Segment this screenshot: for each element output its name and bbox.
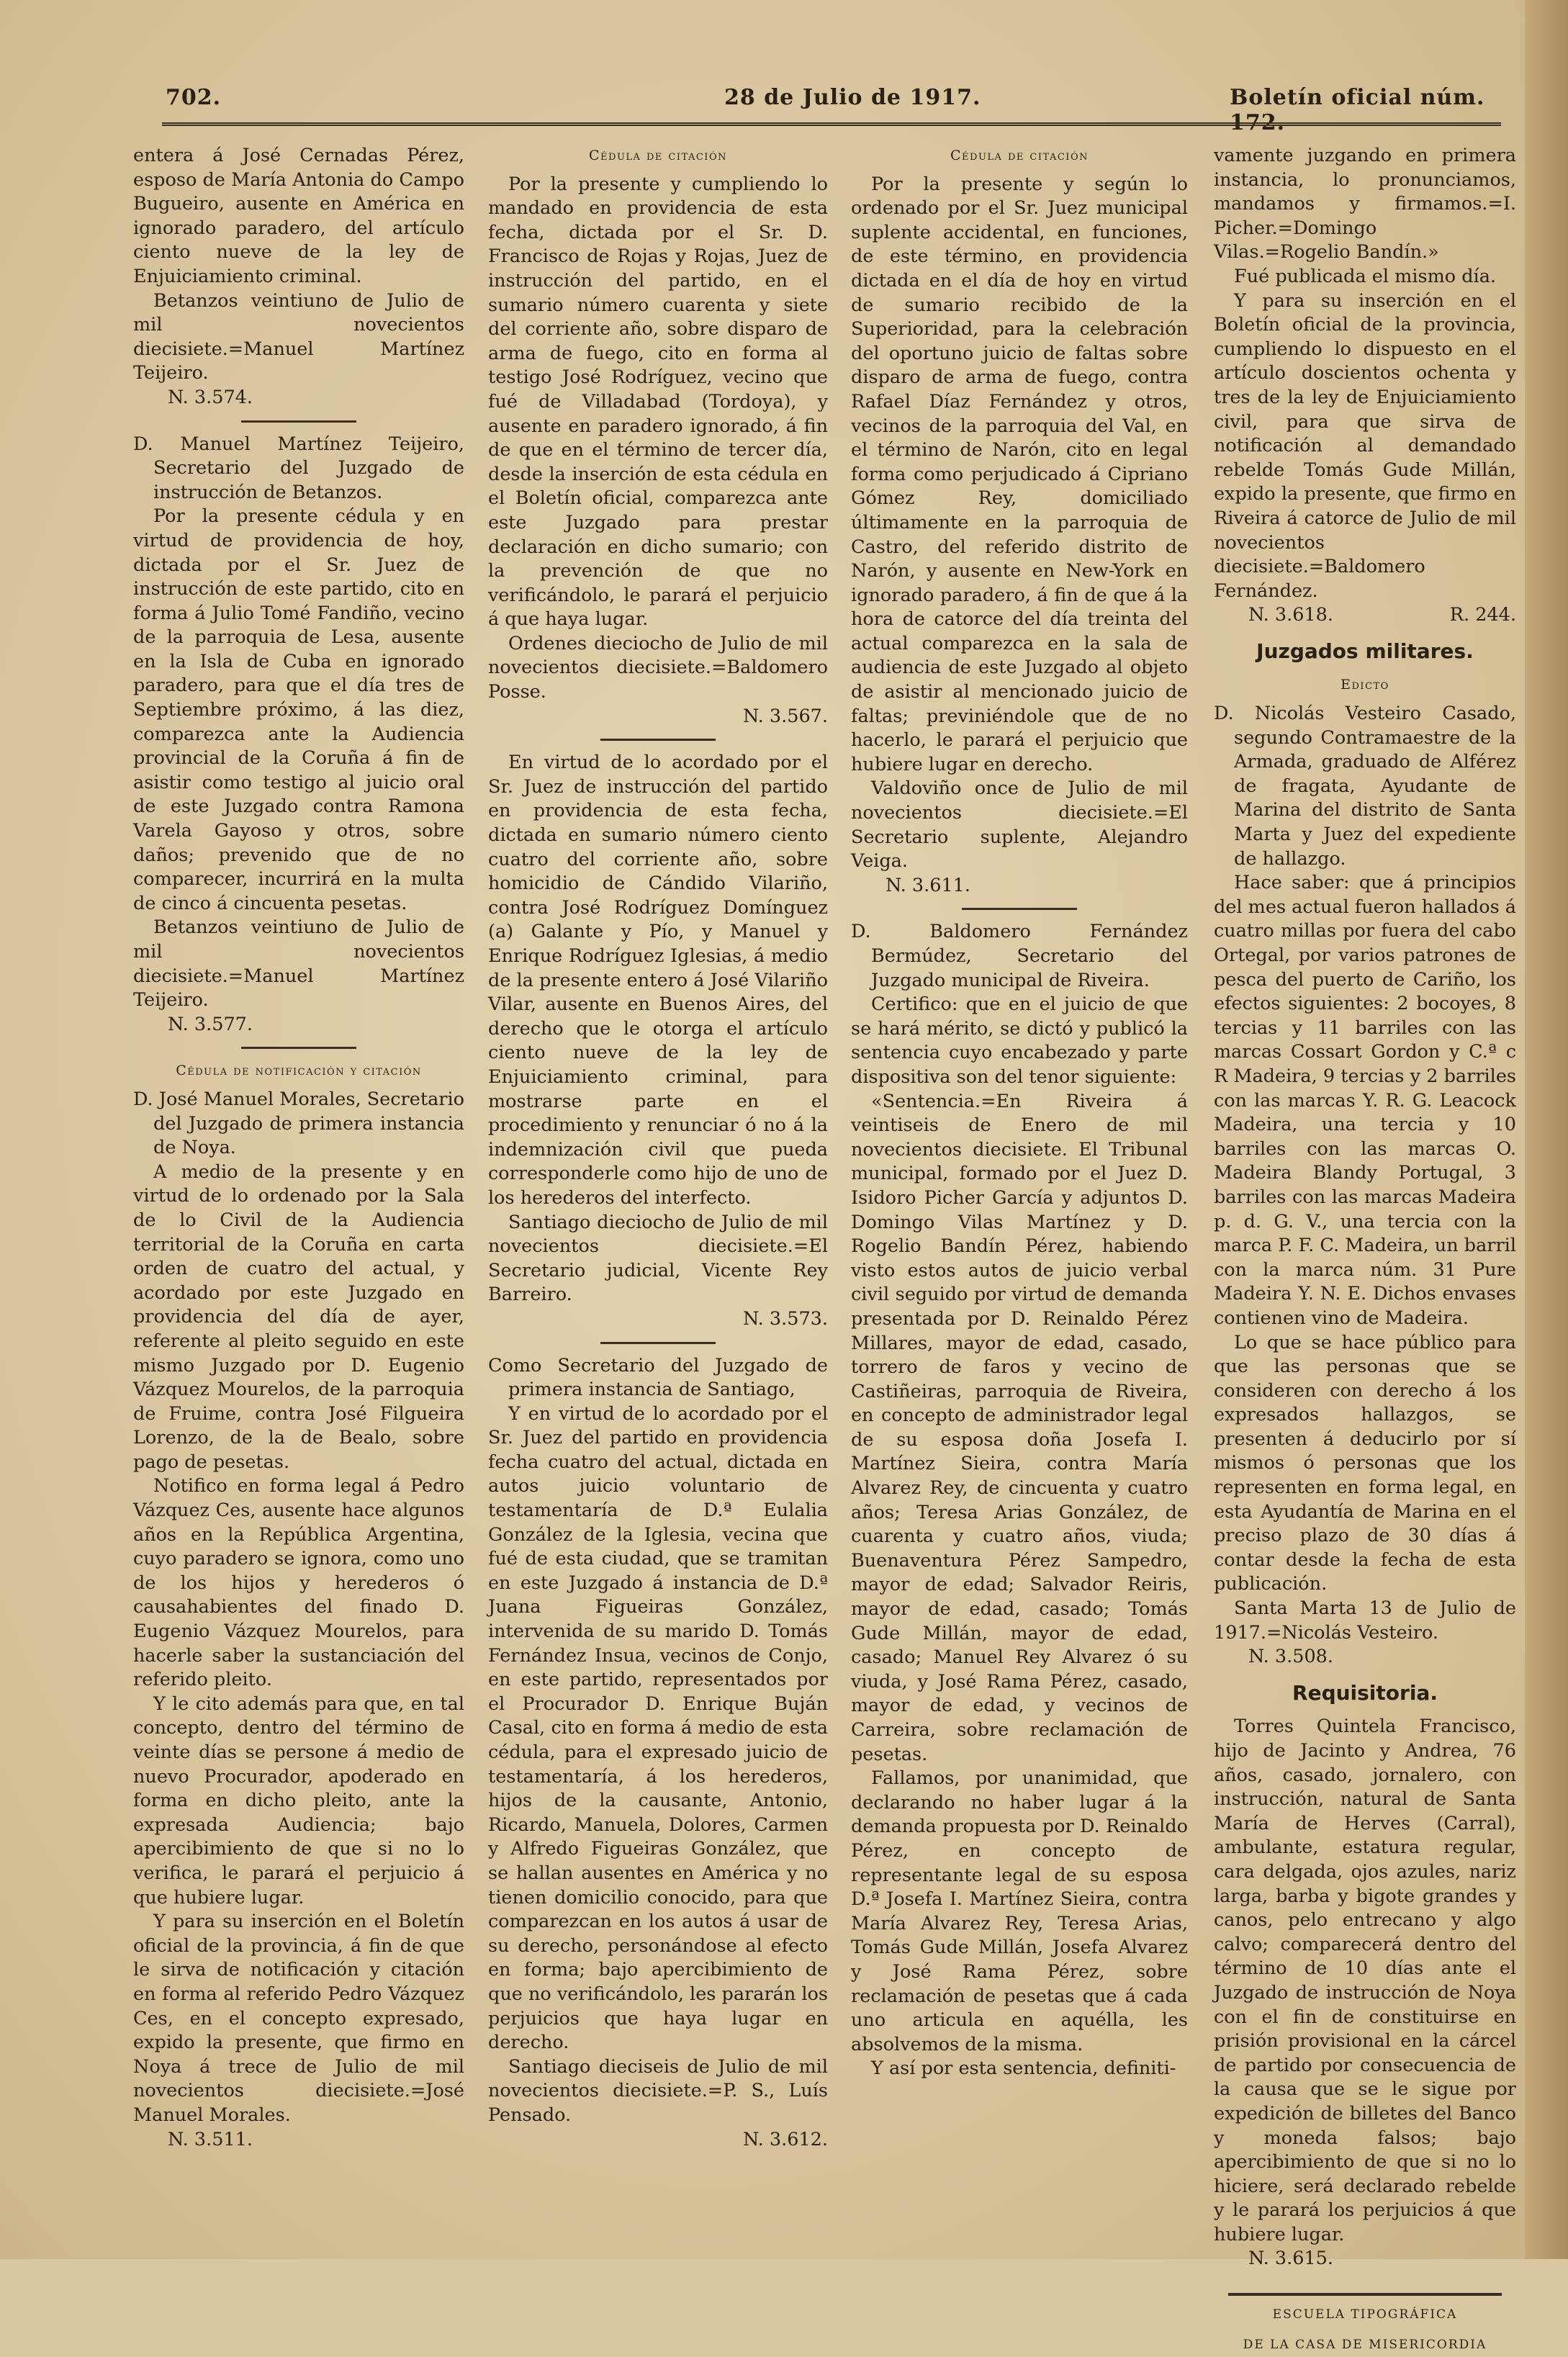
paragraph: Por la presente y cumpliendo lo mandado en providencia de esta fecha, dictada por el Sr. D. Francisco de Rojas y Rojas, Juez de instrucción del partido, en el sumario número cuarenta y siete del corriente año, sobre disparo de arma de fuego, cito en forma al testigo José Rodríguez, vecino que fué de Villadabad (Tordoya), y ausente en paradero ignorado, á fin de que en el término de tercer día, desde la inserción de esta cédula en el Boletín oficial, comparezca ante este Juzgado para prestar declaración en dicho sumario; con la prevención de que no verificándolo, le parará el perjuicio á que haya lugar. <box>488 173 828 631</box>
paragraph: Santiago dieciseis de Julio de mil novecientos diecisiete.=P. S., Luís Pensado. <box>488 2055 828 2126</box>
section-heading: Cédula de citación <box>589 148 727 163</box>
column-1 <box>133 144 464 2152</box>
paragraph: Torres Quintela Francisco, hijo de Jacinto y Andrea, 76 años, casado, jornalero, con instrucción, natural de Santa María de Herves (Carral), ambulante, estatura regular, cara delgada, ojos azules, nariz larga, barba y bigote grandes y canos, pelo entrecano y algo calvo; comparecerá dentro del término de 10 días ante el Juzgado de instrucción de Noya con el fin de constituirse en prisión provisional en la cárcel de partido por consecuencia de la causa que se le sigue por expedición de billetes del Banco y moneda falsos; bajo apercibimiento de que si no lo hiciere, será declarado rebelde y le parará los perjuicios á que hubiere lugar. <box>1214 1716 1516 2245</box>
paragraph: Por la presente cédula y en virtud de providencia de hoy, dictada por el Sr. Juez de instrucción de este partido, cito en forma á Julio Tomé Fandiño, vecino de la parroquia de Lesa, ausente en la Isla de Cuba en ignorado paradero, para que el día tres de Septiembre próximo, á las diez, comparezca ante la Audiencia provincial de la Coruña á fin de asistir como testigo al juicio oral de este Juzgado contra Ramona Varela Gayoso y otros, sobre daños; prevenido que de no comparecer, incurrirá en la multa de cinco á cincuenta pesetas. <box>133 505 464 914</box>
paragraph: Betanzos veintiuno de Julio de mil novecientos diecisiete.=Manuel Martínez Teijeiro. <box>133 289 464 384</box>
notice-number: N. 3.611. <box>886 874 970 896</box>
paragraph: Y le cito además para que, en tal concepto, dentro del término de veinte días se persone á medio de nuevo Procurador, apoderado en forma en dicho pleito, ante la expresada Audiencia; bajo apercibimiento de que si no lo verifica, le parará el perjuicio á que hubiere lugar. <box>133 1693 464 1908</box>
separator <box>962 908 1077 910</box>
page-header <box>166 85 1505 135</box>
column-2 <box>488 144 828 2152</box>
reference-number: R. 244. <box>1449 604 1516 626</box>
section-heading: Cédula de citación <box>950 148 1089 163</box>
paragraph: Certifico: que en el juicio de que se hará mérito, se dictó y publicó la sentencia cuyo encabezado y parte dispositiva son del tenor siguiente: <box>851 993 1188 1088</box>
paragraph: entera á José Cernadas Pérez, esposo de María Antonia do Campo Bugueiro, ausente en América en ignorado paradero, del artículo ciento nueve de la ley de Enjuiciamiento criminal. <box>133 145 464 287</box>
notice-number: N. 3.567. <box>743 705 828 727</box>
page-number: 702. <box>166 85 222 110</box>
paragraph: Fallamos, por unanimidad, que declarando no haber lugar á la demanda propuesta por D. Reinaldo Pérez, en concepto de representante legal de su esposa D.ª Josefa I. Martínez Sieira, contra María Alvarez Rey, Teresa Arias, Tomás Gude Millán, Josefa Alvarez y José Rama Pérez, sobre reclamación de pesetas que á cada uno articula en aquélla, les absolvemos de la misma. <box>851 1767 1188 2055</box>
paragraph: Fué publicada el mismo día. <box>1234 265 1497 287</box>
column-3 <box>851 144 1188 2081</box>
paragraph: D. Manuel Martínez Teijeiro, Secretario del Juzgado de instrucción de Betanzos. <box>133 433 464 503</box>
section-heading: Edicto <box>1341 677 1389 693</box>
column-4 <box>1214 144 1516 2357</box>
paragraph: «Sentencia.=En Riveira á veintiseis de Enero de mil novecientos diecisiete. El Tribunal municipal, formado por el Juez D. Isidoro Picher García y adjuntos D. Domingo Vilas Martínez y D. Rogelio Bandín Pérez, habiendo visto estos autos de juicio verbal civil seguido por virtud de demanda presentada por D. Reinaldo Pérez Millares, mayor de edad, casado, torrero de faros y vecino de Castiñeiras, parroquia de Riveira, en concepto de administrador legal de su esposa doña Josefa I. Martínez Sieira, contra María Alvarez Rey, de cincuenta y cuatro años; Teresa Arias González, de cuarenta y cuatro años, viuda; Buenaventura Pérez Sampedro, mayor de edad; Salvador Reiris, mayor de edad, casado; Tomás Gude Millán, mayor de edad, casado; Manuel Rey Alvarez ó su viuda, y José Rama Pérez, casado, mayor de edad, y vecinos de Carreira, sobre reclamación de pesetas. <box>851 1090 1188 1765</box>
notice-number <box>1214 603 1516 628</box>
paragraph: Y así por esta sentencia, definiti- <box>871 2058 1176 2080</box>
paragraph: Santiago dieciocho de Julio de mil novecientos diecisiete.=El Secretario judicial, Vicente Rey Barreiro. <box>488 1211 828 1306</box>
publication-title: Boletín oficial núm. 172. <box>1230 85 1485 135</box>
printer-imprint: ESCUELA TIPOGRÁFICA <box>1272 2307 1458 2322</box>
notice-number-value: N. 3.618. <box>1248 604 1333 626</box>
notice-number: N. 3.577. <box>168 1013 253 1035</box>
issue-date: 28 de Julio de 1917. <box>724 85 981 110</box>
printer-imprint: DE LA CASA DE MISERICORDIA <box>1243 2337 1487 2352</box>
paragraph: Por la presente y según lo ordenado por el Sr. Juez municipal suplente accidental, en funciones, de este término, en providencia dictada en el día de hoy en virtud de sumario recibido de la Superioridad, para la celebración del oportuno juicio de faltas sobre disparo de arma de fuego, contra Rafael Díaz Fernández y otros, vecinos de la parroquia del Val, en el término de Narón, cito en legal forma como perjudicado á Cipriano Gómez Rey, domiciliado últimamente en la parroquia de Castro, del referido distrito de Narón, y ausente en New-York en ignorado paradero, á fin de que á la hora de catorce del día treinta del actual comparezca en la sala de audiencia de este Juzgado al objeto de asistir al mencionado juicio de faltas; previniéndole que de no hacerlo, le parará el perjuicio que hubiere lugar en derecho. <box>851 173 1188 775</box>
header-rule <box>162 122 1501 126</box>
paragraph: Notifico en forma legal á Pedro Vázquez Ces, ausente hace algunos años en la República Argentina, cuyo paradero se ignora, como uno de los hijos y herederos ó causahabientes del finado D. Eugenio Vázquez Mourelos, para hacerle saber la sustanciación del referido pleito. <box>133 1475 464 1691</box>
paragraph: Betanzos veintiuno de Julio de mil novecientos diecisiete.=Manuel Martínez Teijeiro. <box>133 916 464 1011</box>
separator <box>241 420 356 423</box>
paragraph: Y para su inserción en el Boletín oficial de la provincia, á fin de que le sirva de notificación y citación en forma al referido Pedro Vázquez Ces, en el concepto expresado, expido la presente, que firmo en Noya á trece de Julio de mil novecientos diecisiete.=José Manuel Morales. <box>133 1911 464 2126</box>
section-heading: Cédula de notificación y citación <box>176 1063 422 1079</box>
paragraph: En virtud de lo acordado por el Sr. Juez de instrucción del partido en providencia de esta fecha, dictada en sumario número ciento cuatro del corriente año, sobre homicidio de Cándido Vilariño, contra José Rodríguez Domínguez (a) Galante y Pío, y Manuel y Enrique Rodríguez Iglesias, á medio de la presente entero á José Vilariño Vilar, ausente en Buenos Aires, del derecho que le otorga el artículo ciento nueve de la ley de Enjuiciamiento criminal, para mostrarse parte en el procedimiento y renunciar ó no á la indemnización civil que pueda corresponderle como hijo de uno de los herederos del interfecto. <box>488 752 828 1209</box>
paragraph: D. Nicolás Vesteiro Casado, segundo Contramaestre de la Armada, graduado de Alférez de fragata, Ayudante de Marina del distrito de Santa Marta y Juez del expediente de hallazgo. <box>1214 703 1516 870</box>
page-edge <box>1525 0 1568 2259</box>
separator <box>241 1047 356 1049</box>
paragraph: Como Secretario del Juzgado de primera instancia de Santiago, <box>488 1354 828 1401</box>
separator <box>600 739 716 741</box>
paragraph: Lo que se hace público para que las personas que se consideren con derecho á los expresados hallazgos, se presenten á deducirlo por sí mismos ó personas que los representen en forma legal, en esta Ayudantía de Marina en el preciso plazo de 30 días á contar desde la fecha de esta publicación. <box>1214 1331 1516 1595</box>
notice-number: N. 3.574. <box>168 386 253 408</box>
notice-number: N. 3.615. <box>1248 2248 1333 2270</box>
notice-number: N. 3.573. <box>743 1307 828 1330</box>
notice-number: N. 3.511. <box>168 2128 253 2150</box>
paragraph: D. José Manuel Morales, Secretario del Juzgado de primera instancia de Noya. <box>133 1088 464 1159</box>
paragraph: Hace saber: que á principios del mes actual fueron hallados á cuatro millas por fuera del cabo Ortegal, por varios patrones de pesca del puerto de Cariño, los efectos siguientes: 2 bocoyes, 8 tercias y 11 barriles con las marcas Cossart Gordon y C.ª c R Madeira, 9 tercias y 2 barriles con las marcas Y. R. G. Leacock Madeira, una tercia y 10 barriles con las marcas O. Madeira Blandy Portugal, 3 barriles con las marcas Madeira p. d. G. V., una tercia con la marca P. F. C. Madeira, un barril con la marca núm. 31 Pure Madeira Y. N. E. Dichos envases contienen vino de Madeira. <box>1214 872 1516 1329</box>
paragraph: Y para su inserción en el Boletín oficial de la provincia, cumpliendo lo dispuesto en el artículo doscientos ochenta y tres de la ley de Enjuiciamiento civil, para que sirva de notificación al demandado rebelde Tomás Gude Millán, expido la presente, que firmo en Riveira á catorce de Julio de mil novecientos diecisiete.=Baldomero Fernández. <box>1214 289 1516 602</box>
section-title: Juzgados militares. <box>1256 639 1474 663</box>
paragraph: Santa Marta 13 de Julio de 1917.=Nicolás Vesteiro. <box>1214 1597 1516 1644</box>
paragraph: Ordenes dieciocho de Julio de mil novecientos diecisiete.=Baldomero Posse. <box>488 632 828 703</box>
separator <box>1228 2293 1502 2296</box>
notice-number: N. 3.612. <box>743 2128 828 2150</box>
separator <box>600 1342 716 1344</box>
paragraph: Y en virtud de lo acordado por el Sr. Juez del partido en providencia fecha cuatro del actual, dictada en autos juicio voluntario de testamentaría de D.ª Eulalia González de la Iglesia, vecina que fué de esta ciudad, que se tramitan en este Juzgado á instancia de D.ª Juana Figueiras González, intervenida de su marido D. Tomás Fernández Insua, vecinos de Conjo, en este partido, representados por el Procurador D. Enrique Buján Casal, cito en forma á medio de esta cédula, para el expresado juicio de testamentaría, á los herederos, hijos de la causante, Antonio, Ricardo, Manuela, Dolores, Carmen y Alfredo Figueiras González, que se hallan ausentes en América y no tienen domicilio conocido, para que comparezcan en los autos á usar de su derecho, personándose al efecto en forma; bajo apercibimiento de que no verificándolo, les pararán los perjuicios que haya lugar en derecho. <box>488 1402 828 2054</box>
paragraph: A medio de la presente y en virtud de lo ordenado por la Sala de lo Civil de la Audiencia territorial de la Coruña en carta orden de cuatro del actual, y acordado por este Juzgado en providencia del día de ayer, referente al pleito seguido en este mismo Juzgado por D. Eugenio Vázquez Mourelos, de la parroquia de Fruime, contra José Filgueira Lorenzo, de la de Bealo, sobre pago de pesetas. <box>133 1161 464 1473</box>
notice-number: N. 3.508. <box>1248 1646 1333 1668</box>
paragraph: Valdoviño once de Julio de mil novecientos diecisiete.=El Secretario suplente, Alejandro Veiga. <box>851 778 1188 873</box>
paragraph: vamente juzgando en primera instancia, lo pronunciamos, mandamos y firmamos.=I. Picher.=Domingo Vilas.=Rogelio Bandín.» <box>1214 145 1516 263</box>
section-title: Requisitoria. <box>1292 1680 1438 1705</box>
paragraph: D. Baldomero Fernández Bermúdez, Secretario del Juzgado municipal de Riveira. <box>851 921 1188 991</box>
